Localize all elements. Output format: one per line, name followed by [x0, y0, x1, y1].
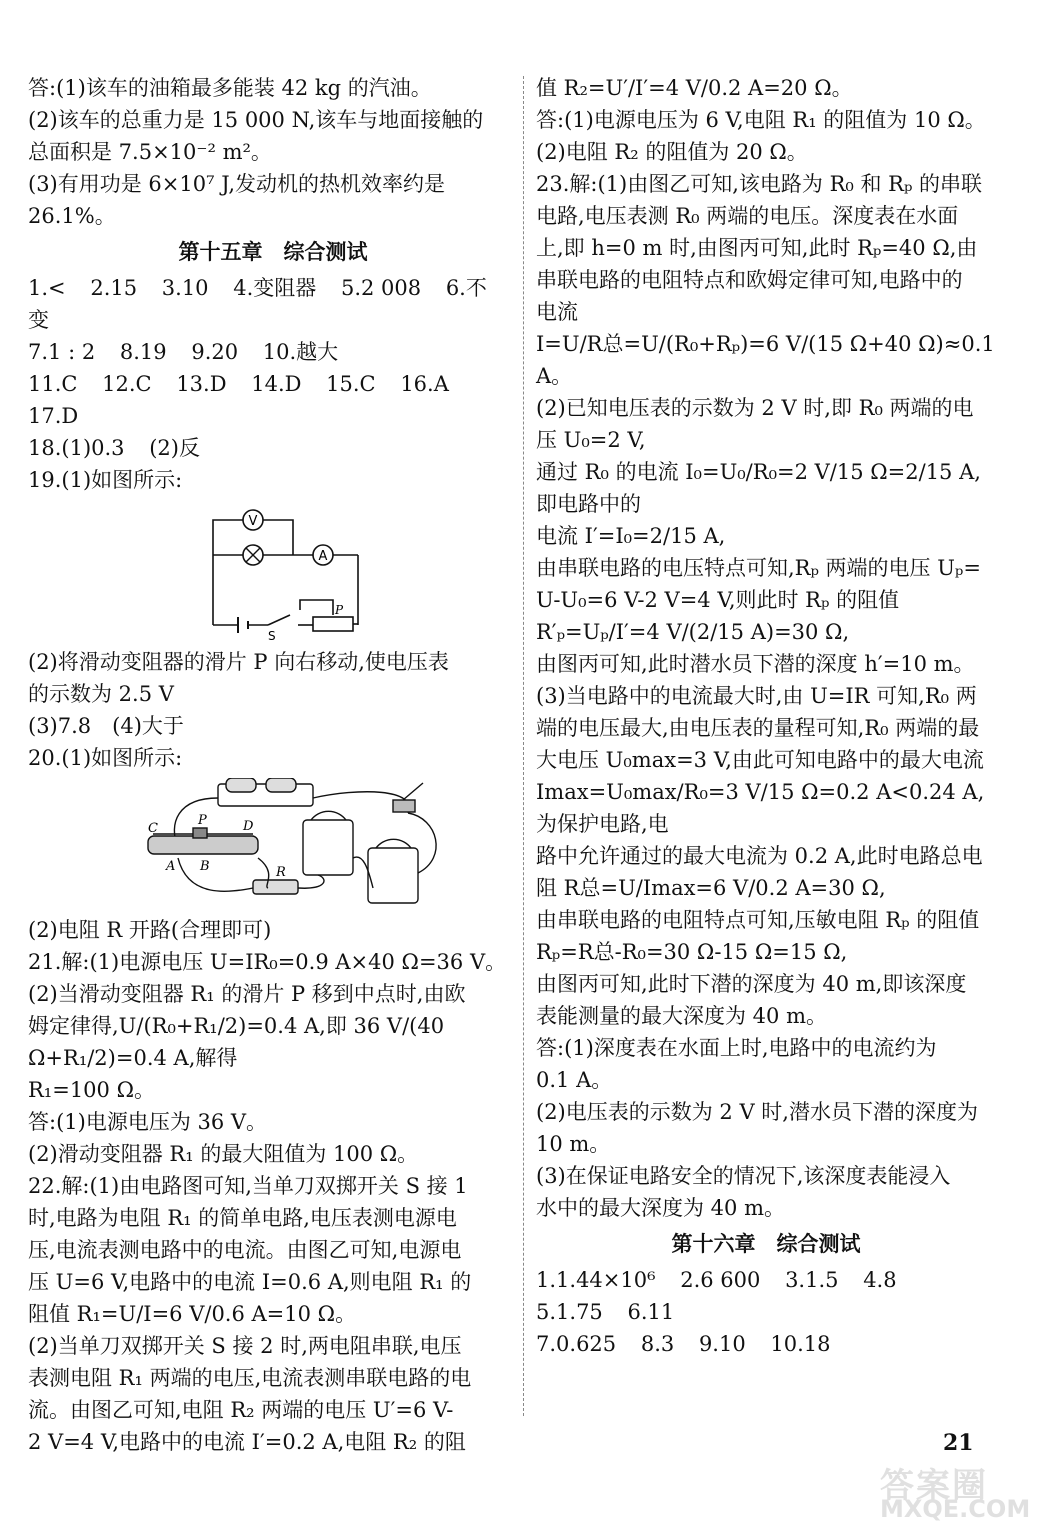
right-column	[536, 72, 996, 1360]
answer-item: 12.C	[102, 372, 152, 396]
slider-label: P	[335, 603, 344, 617]
solution-line: 答:(1)深度表在水面上时,电路中的电流约为	[536, 1036, 937, 1060]
solution-line: 0.1 A。	[536, 1068, 613, 1092]
answer-item: 4.8	[863, 1268, 897, 1292]
switch-label: S	[268, 629, 276, 640]
answer-item: 1.1.44×10⁶	[536, 1268, 656, 1292]
q20-line: 20.(1)如图所示:	[28, 746, 183, 770]
solution-line: 10 m。	[536, 1132, 611, 1156]
answer-item: 5.1.75	[536, 1300, 603, 1324]
q22-line: 时,电路为电阻 R₁ 的简单电路,电压表测电源电	[28, 1206, 457, 1230]
answer-item: 2.15	[90, 276, 138, 300]
answer-row	[536, 1328, 996, 1360]
answer-item: 15.C	[326, 372, 376, 396]
terminal-a-label: A	[166, 859, 176, 874]
slider-p-label: P	[198, 813, 207, 828]
answer-item: 17.D	[28, 404, 79, 428]
solution-line: 电流	[536, 300, 578, 324]
answer-row	[536, 1264, 996, 1328]
answer-item: 14.D	[251, 372, 302, 396]
circuit-diagram-20	[28, 778, 488, 908]
chapter-15-heading: 第十五章 综合测试	[178, 240, 368, 264]
q21-line: 姆定律得,U/(R₀+R₁/2)=0.4 A,即 36 V/(40 Ω+R₁/2)=0.4 A,解得	[28, 1014, 445, 1070]
q19-line: (3)7.8 (4)大于	[28, 714, 184, 738]
solution-line: 水中的最大深度为 40 m。	[536, 1196, 785, 1220]
solution-line: (2)电压表的示数为 2 V 时,潜水员下潜的深度为	[536, 1100, 978, 1124]
answer-item: 16.A	[400, 372, 449, 396]
q22-line: 22.解:(1)由电路图可知,当单刀双掷开关 S 接 1	[28, 1174, 468, 1198]
solution-line: 值 R₂=U′/I′=4 V/0.2 A=20 Ω。	[536, 76, 853, 100]
q22-line: 2 V=4 V,电路中的电流 I′=0.2 A,电阻 R₂ 的阻	[28, 1430, 466, 1454]
answer-row	[28, 272, 518, 336]
solution-line: 23.解:(1)由图乙可知,该电路为 R₀ 和 Rₚ 的串联	[536, 172, 983, 196]
q21-line: R₁=100 Ω。	[28, 1078, 155, 1102]
solution-line: (3)当电路中的电流最大时,由 U=IR 可知,R₀ 两	[536, 684, 977, 708]
voltmeter-label: V	[248, 514, 258, 529]
solution-line: 由图丙可知,此时下潜的深度为 40 m,即该深度	[536, 972, 967, 996]
answer-item: 18.(1)0.3	[28, 436, 125, 460]
terminal-b-label: B	[200, 859, 210, 874]
q22-line: 阻值 R₁=U/I=6 V/0.6 A=10 Ω。	[28, 1302, 357, 1326]
answer-item: 4.变阻器	[233, 276, 317, 300]
answer-item: 8.19	[119, 340, 167, 364]
answer-item: 9.20	[191, 340, 239, 364]
solution-line: (3)在保证电路安全的情况下,该深度表能浸入	[536, 1164, 951, 1188]
q20-line: (2)电阻 R 开路(合理即可)	[28, 918, 272, 942]
solution-line: (2)已知电压表的示数为 2 V 时,即 R₀ 两端的电	[536, 396, 974, 420]
answer-row	[28, 336, 518, 368]
answer-item: 13.D	[176, 372, 227, 396]
solution-line: Imax=U₀max/R₀=3 V/15 Ω=0.2 A<0.24 A,为保护电路,电	[536, 780, 985, 836]
solution-line: 串联电路的电阻特点和欧姆定律可知,电路中的	[536, 268, 963, 292]
q19-line: (2)将滑动变阻器的滑片 P 向右移动,使电压表	[28, 650, 449, 674]
q22-line: 流。由图乙可知,电阻 R₂ 两端的电压 U′=6 V-	[28, 1398, 454, 1422]
q22-line: 表测电阻 R₁ 两端的电压,电流表测串联电路的电	[28, 1366, 472, 1390]
terminal-c-label: C	[148, 821, 158, 836]
q22-line: 压 U=6 V,电路中的电流 I=0.6 A,则电阻 R₁ 的	[28, 1270, 472, 1294]
resistor-r-label: R	[276, 865, 286, 880]
q22-line: 压,电流表测电路中的电流。由图乙可知,电源电	[28, 1238, 462, 1262]
circuit-diagram-19	[28, 500, 488, 640]
q19-line: 19.(1)如图所示:	[28, 468, 183, 492]
answer-item: (2)反	[149, 436, 200, 460]
solution-line: 端的电压最大,由电压表的量程可知,R₀ 两端的最	[536, 716, 980, 740]
answer-item: 3.1.5	[785, 1268, 839, 1292]
answer-row	[28, 368, 518, 432]
solution-line: (2)电阻 R₂ 的阻值为 20 Ω。	[536, 140, 808, 164]
answer-item: 7.0.625	[536, 1332, 617, 1356]
left-column	[28, 72, 518, 1458]
q21-line: (2)当滑动变阻器 R₁ 的滑片 P 移到中点时,由欧	[28, 982, 466, 1006]
column-divider	[523, 76, 524, 1416]
solution-line: U-U₀=6 V-2 V=4 V,则此时 Rₚ 的阻值	[536, 588, 900, 612]
answer-row	[28, 432, 518, 464]
q22-line: (2)当单刀双掷开关 S 接 2 时,两电阻串联,电压	[28, 1334, 462, 1358]
answer-line: (2)该车的总重力是 15 000 N,该车与地面接触的	[28, 108, 484, 132]
answer-item: 9.10	[698, 1332, 746, 1356]
solution-line: 电路,电压表测 R₀ 两端的电压。深度表在水面	[536, 204, 959, 228]
answer-item: 2.6 600	[680, 1268, 761, 1292]
answer-line: 答:(1)该车的油箱最多能装 42 kg 的汽油。	[28, 76, 432, 100]
chapter-16-heading: 第十六章 综合测试	[671, 1232, 861, 1256]
watermark-logo: 答案圈	[880, 1466, 988, 1506]
answer-line: (3)有用功是 6×10⁷ J,发动机的热机效率约是	[28, 172, 446, 196]
answer-item: 10.越大	[262, 340, 339, 364]
answer-item: 10.18	[770, 1332, 831, 1356]
q21-line: (2)滑动变阻器 R₁ 的最大阻值为 100 Ω。	[28, 1142, 419, 1166]
page-number: 21	[943, 1430, 974, 1456]
answer-item: 5.2 008	[340, 276, 422, 300]
answer-item: 6.不变	[28, 276, 487, 332]
solution-line: 由串联电路的电压特点可知,Rₚ 两端的电压 Uₚ=	[536, 556, 981, 580]
answer-line: 总面积是 7.5×10⁻² m²。	[28, 140, 272, 164]
solution-line: 通过 R₀ 的电流 I₀=U₀/R₀=2 V/15 Ω=2/15 A,即电路中的	[536, 460, 981, 516]
solution-line: 上,即 h=0 m 时,由图丙可知,此时 Rₚ=40 Ω,由	[536, 236, 978, 260]
answer-item: 8.3	[640, 1332, 675, 1356]
solution-line: 压 U₀=2 V,	[536, 428, 646, 452]
solution-line: 表能测量的最大深度为 40 m。	[536, 1004, 827, 1028]
watermark-url: MXQE.COM	[880, 1495, 1031, 1523]
solution-line: R′ₚ=Uₚ/I′=4 V/(2/15 A)=30 Ω,	[536, 620, 850, 644]
solution-line: 由串联电路的电阻特点可知,压敏电阻 Rₚ 的阻值	[536, 908, 980, 932]
solution-line: I=U/R总=U/(R₀+Rₚ)=6 V/(15 Ω+40 Ω)≈0.1 A。	[536, 332, 995, 388]
answer-item: 6.11	[627, 1300, 675, 1324]
ammeter-label: A	[318, 549, 328, 564]
answer-item: 11.C	[28, 372, 78, 396]
terminal-d-label: D	[243, 819, 254, 834]
answer-item: 7.1 : 2	[28, 340, 96, 364]
q19-line: 的示数为 2.5 V	[28, 682, 174, 706]
answer-line: 26.1%。	[28, 204, 116, 228]
solution-line: 路中允许通过的最大电流为 0.2 A,此时电路总电	[536, 844, 983, 868]
solution-line: 大电压 U₀max=3 V,由此可知电路中的最大电流	[536, 748, 984, 772]
q21-line: 答:(1)电源电压为 36 V。	[28, 1110, 268, 1134]
solution-line: 答:(1)电源电压为 6 V,电阻 R₁ 的阻值为 10 Ω。	[536, 108, 986, 132]
solution-line: 阻 R总=U/Imax=6 V/0.2 A=30 Ω,	[536, 876, 886, 900]
solution-line: 由图丙可知,此时潜水员下潜的深度 h′=10 m。	[536, 652, 975, 676]
solution-line: 电流 I′=I₀=2/15 A,	[536, 524, 726, 548]
answer-item: 1.<	[28, 276, 66, 300]
answer-item: 3.10	[161, 276, 209, 300]
solution-line: Rₚ=R总-R₀=30 Ω-15 Ω=15 Ω,	[536, 940, 848, 964]
q21-line: 21.解:(1)电源电压 U=IR₀=0.9 A×40 Ω=36 V。	[28, 950, 507, 974]
